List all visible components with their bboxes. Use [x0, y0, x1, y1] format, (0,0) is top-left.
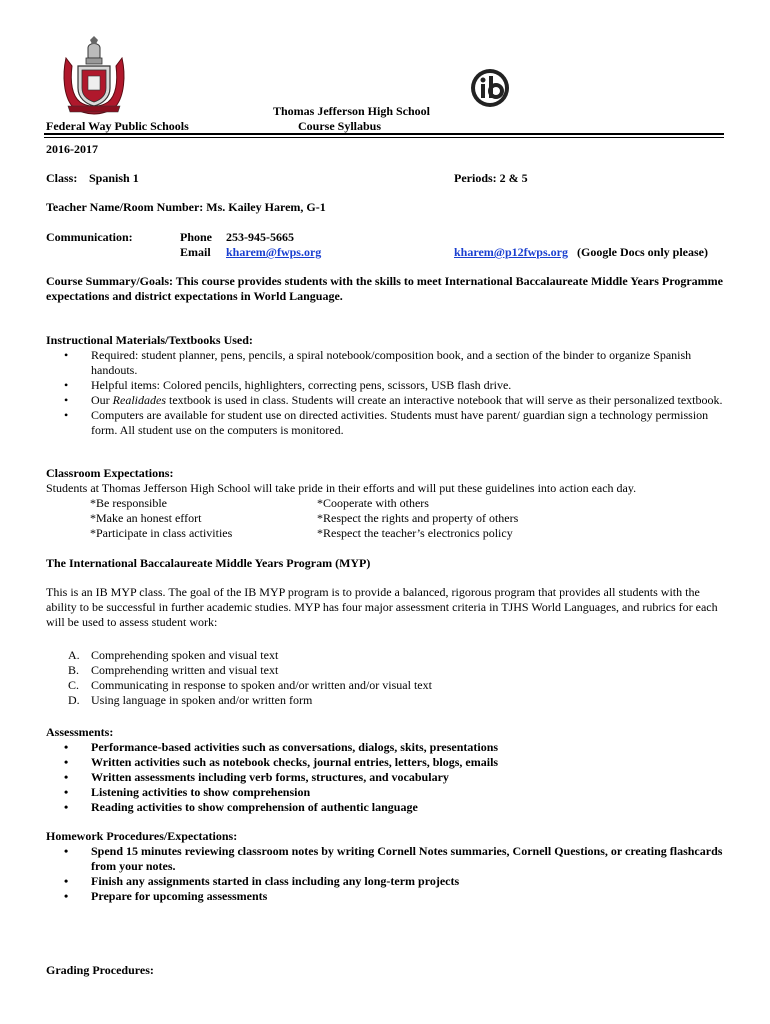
course-summary: Course Summary/Goals: This course provides students with the skills to meet International Baccalaureate Middle Years Programme expectations and district expectations in World Language. [46, 274, 723, 303]
list-item: • Required: student planner, pens, pencils, a spiral notebook/composition book, and a section of the binder to organize Spanish handouts. [64, 348, 692, 377]
email-link[interactable]: kharem@fwps.org [226, 245, 322, 259]
myp-text: This is an IB MYP class. The goal of the IB MYP program is to provide a balanced, rigorous program that provides all students with the ability to be successful in further academic studies. MYP has four major assessment criteria in TJHS World Languages, and rubrics for each will be used to assess student work: [46, 585, 718, 629]
expectations-right: *Cooperate with others *Respect the rights and property of others *Respect the teacher’s electronics policy [317, 496, 519, 540]
grading-heading: Grading Procedures: [46, 963, 154, 977]
communication-label: Communication: [46, 230, 133, 244]
school-name: Thomas Jefferson High School [273, 104, 431, 118]
header-rule [44, 133, 724, 135]
assessments-list [46, 740, 726, 815]
list-item: • Our Realidades textbook is used in class. Students will create an interactive notebook that will serve as their personalized textbook. [64, 393, 723, 407]
homework-heading: Homework Procedures/Expectations: [46, 829, 238, 843]
materials-list [46, 348, 726, 438]
list-item: • Computers are available for student use on directed activities. Students must have parent/ guardian sign a technology permission form. All student use on the computers is monitored. [64, 408, 709, 437]
list-item: D. Using language in spoken and/or written form [68, 693, 313, 707]
teacher-info: Teacher Name/Room Number: Ms. Kailey Harem, G-1 [46, 200, 326, 214]
list-item: • Listening activities to show comprehension [64, 785, 311, 799]
periods: Periods: 2 & 5 [454, 171, 528, 185]
list-item: • Helpful items: Colored pencils, highlighters, correcting pens, scissors, USB flash drive. [64, 378, 512, 392]
list-item: A. Comprehending spoken and visual text [68, 648, 279, 662]
homework-list [46, 844, 726, 904]
header-rule-thin [44, 137, 724, 138]
class-value: Spanish 1 [89, 171, 139, 185]
list-item: • Performance-based activities such as conversations, dialogs, skits, presentations [64, 740, 499, 754]
list-item: • Spend 15 minutes reviewing classroom notes by writing Cornell Notes summaries, Cornell Questions, or creating flashcards from your notes. [64, 844, 723, 873]
list-item: • Finish any assignments started in class including any long-term projects [64, 874, 460, 888]
ib-logo [470, 68, 510, 108]
list-item: C. Communicating in response to spoken and/or written and/or visual text [68, 678, 432, 692]
list-item: • Written assessments including verb forms, structures, and vocabulary [64, 770, 449, 784]
district-name: Federal Way Public Schools [46, 119, 189, 133]
myp-criteria [46, 648, 432, 708]
expectations-left: *Be responsible *Make an honest effort *Participate in class activities [90, 496, 233, 540]
expectations-intro: Students at Thomas Jefferson High School will take pride in their efforts and will put these guidelines into action each day. [46, 481, 637, 495]
list-item: • Written activities such as notebook checks, journal entries, letters, blogs, emails [64, 755, 499, 769]
google-email-note: (Google Docs only please) [577, 245, 708, 259]
materials-heading: Instructional Materials/Textbooks Used: [46, 333, 253, 347]
list-item: • Prepare for upcoming assessments [64, 889, 268, 903]
district-crest-logo [58, 36, 130, 116]
class-label: Class: [46, 171, 78, 185]
google-email-link[interactable]: kharem@p12fwps.org [454, 245, 568, 259]
expectations-heading: Classroom Expectations: [46, 466, 174, 480]
list-item: B. Comprehending written and visual text [68, 663, 279, 677]
email-label: Email [180, 245, 211, 259]
assessments-heading: Assessments: [46, 725, 114, 739]
myp-heading: The International Baccalaureate Middle Years Program (MYP) [46, 556, 371, 570]
doc-title: Course Syllabus [298, 119, 382, 133]
school-year: 2016-2017 [46, 142, 98, 156]
phone-label: Phone [180, 230, 213, 244]
list-item: • Reading activities to show comprehension of authentic language [64, 800, 418, 814]
phone-number: 253-945-5665 [226, 230, 294, 244]
